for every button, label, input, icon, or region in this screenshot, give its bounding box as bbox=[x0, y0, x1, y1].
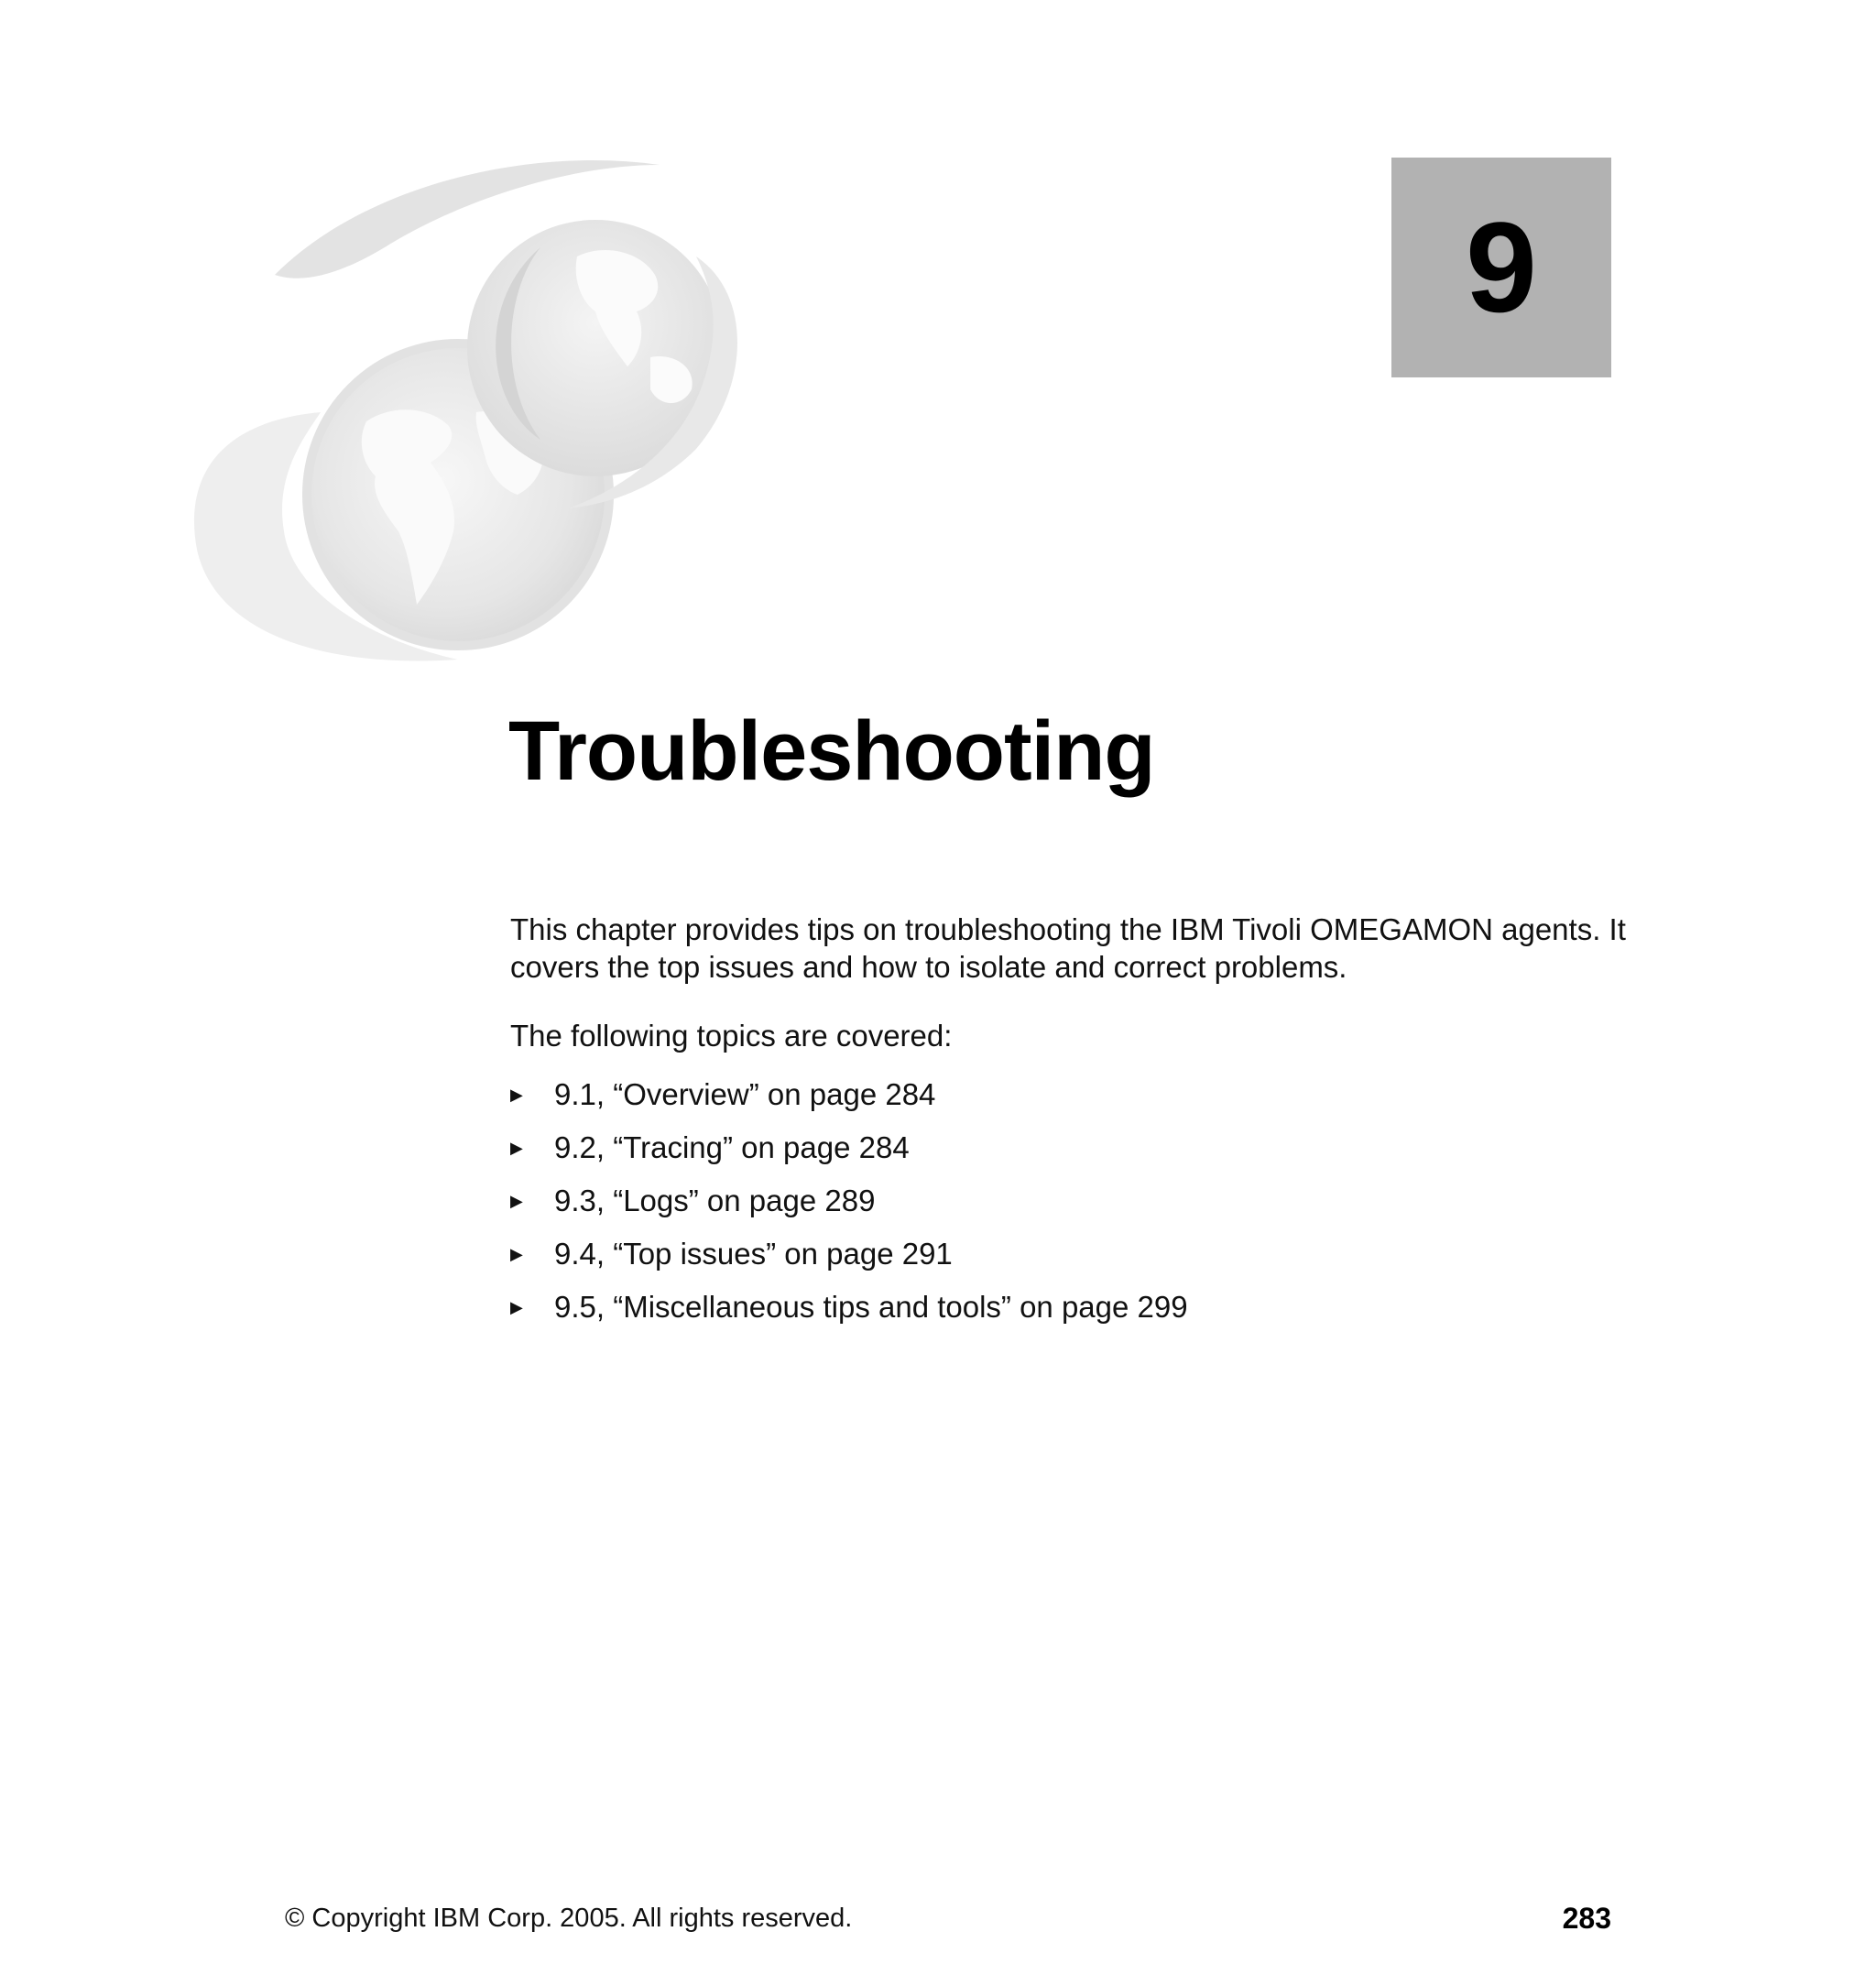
topic-link-overview[interactable]: 9.1, “Overview” on page 284 bbox=[554, 1077, 936, 1111]
topic-link-tracing[interactable]: 9.2, “Tracing” on page 284 bbox=[554, 1130, 910, 1164]
intro-paragraph: This chapter provides tips on troubleshooting the IBM Tivoli OMEGAMON agents. It covers the top issues and how to isolate and correct problems. bbox=[510, 912, 1626, 984]
topics-lead-text: The following topics are covered: bbox=[510, 1019, 953, 1053]
triangle-bullet-icon: ▶ bbox=[510, 1298, 523, 1316]
topic-link-top-issues[interactable]: 9.4, “Top issues” on page 291 bbox=[554, 1237, 953, 1271]
chapter-title: Troubleshooting bbox=[508, 704, 1155, 798]
list-item bbox=[510, 1174, 1188, 1228]
list-item bbox=[510, 1228, 1188, 1281]
topic-link-misc-tips[interactable]: 9.5, “Miscellaneous tips and tools” on page 299 bbox=[554, 1290, 1188, 1324]
chapter-number: 9 bbox=[1466, 195, 1537, 339]
topic-link-logs[interactable]: 9.3, “Logs” on page 289 bbox=[554, 1184, 876, 1217]
footer-copyright: © Copyright IBM Corp. 2005. All rights reserved. bbox=[285, 1904, 853, 1933]
triangle-bullet-icon: ▶ bbox=[510, 1139, 523, 1157]
topic-list bbox=[510, 1068, 1188, 1334]
page-number: 283 bbox=[1562, 1902, 1611, 1935]
triangle-bullet-icon: ▶ bbox=[510, 1086, 523, 1104]
chapter-number-box bbox=[1391, 158, 1611, 377]
globe-swirl-logo-icon bbox=[183, 147, 843, 678]
triangle-bullet-icon: ▶ bbox=[510, 1192, 523, 1210]
list-item bbox=[510, 1121, 1188, 1174]
triangle-bullet-icon: ▶ bbox=[510, 1245, 523, 1263]
list-item bbox=[510, 1281, 1188, 1334]
list-item bbox=[510, 1068, 1188, 1121]
